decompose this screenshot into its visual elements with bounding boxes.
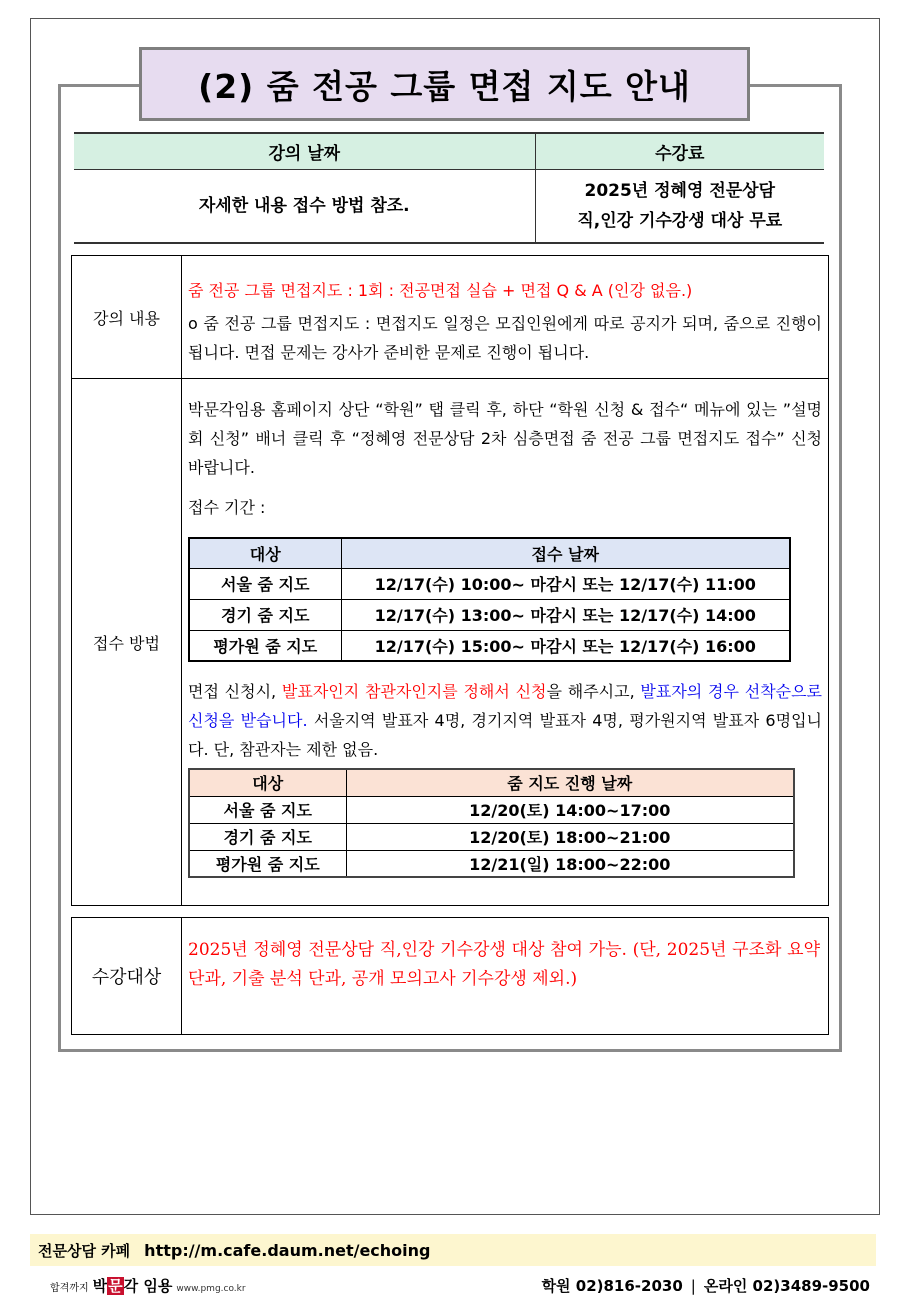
lecture-content-highlight: 줌 전공 그룹 면접지도 : 1회 : 전공면접 실습 + 면접 Q & A (인강 없음.) — [188, 281, 693, 300]
reg-date-cell: 12/17(수) 13:00~ 마감시 또는 12/17(수) 14:00 — [341, 599, 790, 630]
table-row — [189, 823, 794, 850]
notice-blue-text: 발표자의 경우 선착순으로 신청을 받습니다. — [188, 682, 822, 730]
registration-period-table — [188, 537, 791, 662]
registration-method-label: 접수 방법 — [72, 378, 182, 906]
reg-header-target: 대상 — [189, 538, 341, 568]
tuition-value — [535, 169, 824, 243]
footer-bottom — [30, 1270, 876, 1300]
contact-info — [542, 1275, 876, 1296]
tuition-line-2: 직,인강 기수강생 대상 무료 — [577, 210, 783, 231]
registration-notice — [188, 677, 822, 764]
logo-site: www.pmg.co.kr — [176, 1283, 246, 1294]
lecture-content — [188, 276, 822, 367]
reg-target-cell: 서울 줌 지도 — [189, 568, 341, 599]
sched-target-cell: 평가원 줌 지도 — [189, 850, 346, 877]
cafe-link[interactable]: http://m.cafe.daum.net/echoing — [144, 1240, 431, 1260]
reg-target-cell: 경기 줌 지도 — [189, 599, 341, 630]
reg-target-cell: 평가원 줌 지도 — [189, 630, 341, 661]
reg-date-cell: 12/17(수) 15:00~ 마감시 또는 12/17(수) 16:00 — [341, 630, 790, 661]
contact-academy: 학원 02)816-2030 — [541, 1276, 683, 1295]
sched-target-cell: 경기 줌 지도 — [189, 823, 346, 850]
notice-part-2: 을 해주시고, — [546, 682, 641, 701]
logo-char: 박 — [92, 1276, 108, 1295]
table-row — [189, 568, 790, 599]
notice-part-3: 서울지역 발표자 4명, 경기지역 발표자 4명, 평가원지역 발표자 6명입니다. 단, 참관자는 제한 없음. — [188, 711, 822, 759]
registration-intro — [188, 395, 822, 522]
logo-char-highlight: 문 — [108, 1276, 123, 1295]
table-row — [189, 850, 794, 877]
tuition-line-1: 2025년 정혜영 전문상담 — [584, 180, 776, 201]
sched-date-cell: 12/20(토) 18:00~21:00 — [346, 823, 794, 850]
page-title: (2) 줌 전공 그룹 면접 지도 안내 — [198, 66, 691, 106]
cafe-label: 전문상담 카페 — [38, 1241, 131, 1260]
lecture-content-label: 강의 내용 — [72, 256, 182, 378]
logo-tagline: 합격까지 — [50, 1282, 89, 1294]
notice-red-text: 발표자인지 참관자인지를 정해서 신청 — [281, 682, 547, 701]
registration-intro-text: 박문각임용 홈페이지 상단 “학원” 탭 클릭 후, 하단 “학원 신청 & 접수“ 메뉴에 있는 ”설명회 신청” 배너 클릭 후 “정혜영 전문상담 2차 심층면접 줌 전공 그룹 면접지도 접수” 신청 바랍니다. — [188, 400, 822, 477]
sched-date-cell: 12/20(토) 14:00~17:00 — [346, 796, 794, 823]
registration-period-label: 접수 기간 : — [188, 498, 266, 517]
target-label: 수강대상 — [72, 918, 182, 1034]
sched-target-cell: 서울 줌 지도 — [189, 796, 346, 823]
footer-cafe-band — [30, 1234, 876, 1266]
logo-char: 각 — [123, 1276, 139, 1295]
title-box — [139, 47, 750, 121]
lecture-date-value: 자세한 내용 접수 방법 참조. — [74, 169, 535, 243]
lecture-content-body: o 줌 전공 그룹 면접지도 : 면접지도 일정은 모집인원에게 따로 공지가 되며, 줌으로 진행이 됩니다. 면접 문제는 강사가 준비한 문제로 진행이 됩니다. — [188, 314, 822, 362]
schedule-table — [188, 768, 795, 878]
contact-separator: | — [690, 1276, 696, 1295]
info-table — [74, 132, 824, 244]
sched-header-date: 줌 지도 진행 날짜 — [346, 769, 794, 796]
logo-brand — [93, 1275, 173, 1296]
target-text: 2025년 정혜영 전문상담 직,인강 기수강생 대상 참여 가능. (단, 2025년 구조화 요약 단과, 기출 분석 단과, 공개 모의고사 기수강생 제외.) — [188, 940, 820, 989]
row-divider — [72, 378, 828, 379]
sched-date-cell: 12/21(일) 18:00~22:00 — [346, 850, 794, 877]
target-table — [71, 917, 829, 1035]
registration-notice-text — [188, 677, 822, 764]
logo — [30, 1275, 246, 1296]
header-lecture-date: 강의 날짜 — [74, 133, 535, 169]
logo-suffix: 임용 — [138, 1276, 173, 1295]
table-row — [189, 599, 790, 630]
header-tuition: 수강료 — [535, 133, 824, 169]
notice-part-1: 면접 신청시, — [188, 682, 282, 701]
contact-online: 온라인 02)3489-9500 — [703, 1276, 870, 1295]
reg-date-cell: 12/17(수) 10:00~ 마감시 또는 12/17(수) 11:00 — [341, 568, 790, 599]
table-row — [189, 630, 790, 661]
table-row — [189, 796, 794, 823]
reg-header-date: 접수 날짜 — [341, 538, 790, 568]
sched-header-target: 대상 — [189, 769, 346, 796]
